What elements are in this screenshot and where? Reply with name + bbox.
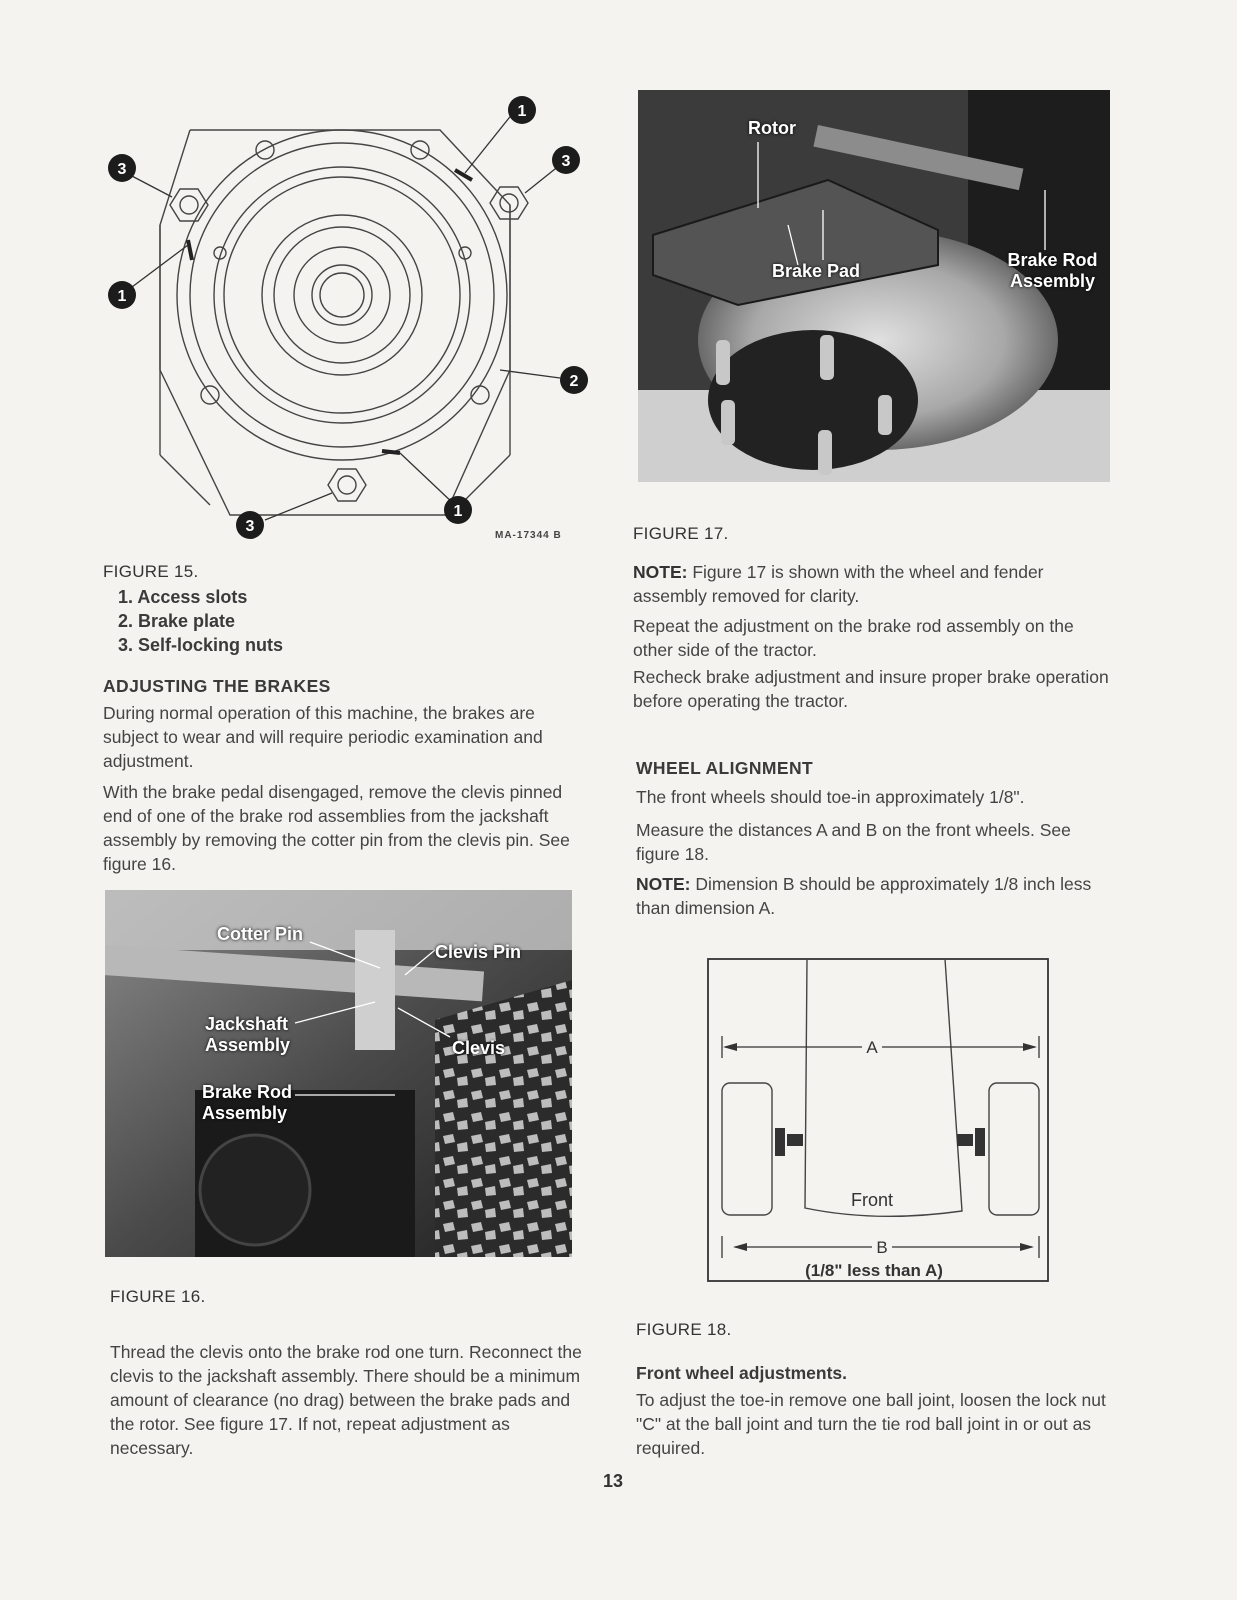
- legend-item: 3. Self-locking nuts: [118, 635, 284, 655]
- note-label: NOTE:: [633, 562, 688, 582]
- note-dimension-b: [636, 872, 1116, 920]
- front-wheel-paragraph: To adjust the toe-in remove one ball joint, loosen the lock nut "C" at the ball joint and turn the tie rod ball joint in or out as required.: [636, 1390, 1106, 1458]
- label-brake-pad: Brake Pad: [772, 261, 861, 281]
- figure-code: MA-17344 B: [495, 530, 562, 541]
- page-number: 13: [603, 1471, 624, 1491]
- note-figure-17: [633, 560, 1113, 608]
- figure-17-caption: FIGURE 17.: [633, 524, 729, 543]
- brake-plate-drawing: [100, 85, 600, 545]
- figure-16-photo: [105, 890, 572, 1257]
- callout-label: 1: [117, 288, 127, 305]
- thread-paragraph: Thread the clevis onto the brake rod one turn. Reconnect the clevis to the jackshaft assembly. There should be a minimum amount of clearance (no drag) between the brake pads and the rotor. See figure 17. If not, repeat adjustment as necessary.: [110, 1342, 582, 1458]
- recheck-paragraph: Recheck brake adjustment and insure proper brake operation before operating the tractor.: [633, 667, 1109, 711]
- callout-label: 3: [561, 153, 571, 170]
- figure-15-caption: FIGURE 15.: [103, 562, 199, 581]
- label-cotter-pin: Cotter Pin: [217, 924, 304, 944]
- dimension-b-label: B: [876, 1238, 888, 1257]
- figure-16-caption: FIGURE 16.: [110, 1287, 206, 1306]
- label-clevis: Clevis: [452, 1038, 506, 1058]
- note-text: Dimension B should be approximately 1/8 inch less than dimension A.: [636, 874, 1092, 918]
- figure-17-photo: [638, 90, 1110, 482]
- figure-18-diagram: [707, 958, 1050, 1284]
- label-brake-rod-assembly: Brake Rod Assembly: [202, 1082, 293, 1123]
- callout-label: 1: [453, 503, 463, 520]
- dimension-b-note: (1/8" less than A): [805, 1261, 943, 1280]
- callout-label: 3: [245, 518, 255, 535]
- wheel-alignment-heading: WHEEL ALIGNMENT: [636, 758, 814, 778]
- label-brake-rod-assembly: Brake Rod Assembly: [1007, 250, 1098, 291]
- note-label: NOTE:: [636, 874, 691, 894]
- callout-label: 2: [569, 373, 579, 390]
- legend-item: 1. Access slots: [118, 587, 248, 607]
- wheel-alignment-drawing: [707, 958, 1050, 1284]
- front-wheel-heading: Front wheel adjustments.: [636, 1363, 847, 1383]
- note-text: Figure 17 is shown with the wheel and fender assembly removed for clarity.: [633, 562, 1044, 606]
- label-rotor: Rotor: [748, 118, 796, 138]
- figure-15-diagram: [100, 85, 600, 545]
- label-jackshaft-assembly: Jackshaft Assembly: [205, 1014, 291, 1055]
- toe-in-paragraph: The front wheels should toe-in approximately 1/8".: [636, 787, 1025, 807]
- measure-paragraph: Measure the distances A and B on the front wheels. See figure 18.: [636, 820, 1071, 864]
- figure-18-caption: FIGURE 18.: [636, 1320, 732, 1339]
- adjusting-paragraph-2: With the brake pedal disengaged, remove the clevis pinned end of one of the brake rod assemblies from the jackshaft assembly by removing the cotter pin from the clevis pin. See figure 16.: [103, 782, 570, 874]
- adjusting-paragraph-1: During normal operation of this machine, the brakes are subject to wear and will require periodic examination and adjustment.: [103, 703, 543, 771]
- callout-label: 1: [517, 103, 527, 120]
- callout-label: 3: [117, 161, 127, 178]
- label-clevis-pin: Clevis Pin: [435, 942, 522, 962]
- dimension-a-label: A: [866, 1038, 878, 1057]
- legend-item: 2. Brake plate: [118, 611, 236, 631]
- repeat-paragraph: Repeat the adjustment on the brake rod assembly on the other side of the tractor.: [633, 616, 1074, 660]
- front-label: Front: [850, 1190, 894, 1210]
- figure-15-legend: [118, 585, 283, 657]
- adjusting-brakes-heading: ADJUSTING THE BRAKES: [103, 676, 331, 696]
